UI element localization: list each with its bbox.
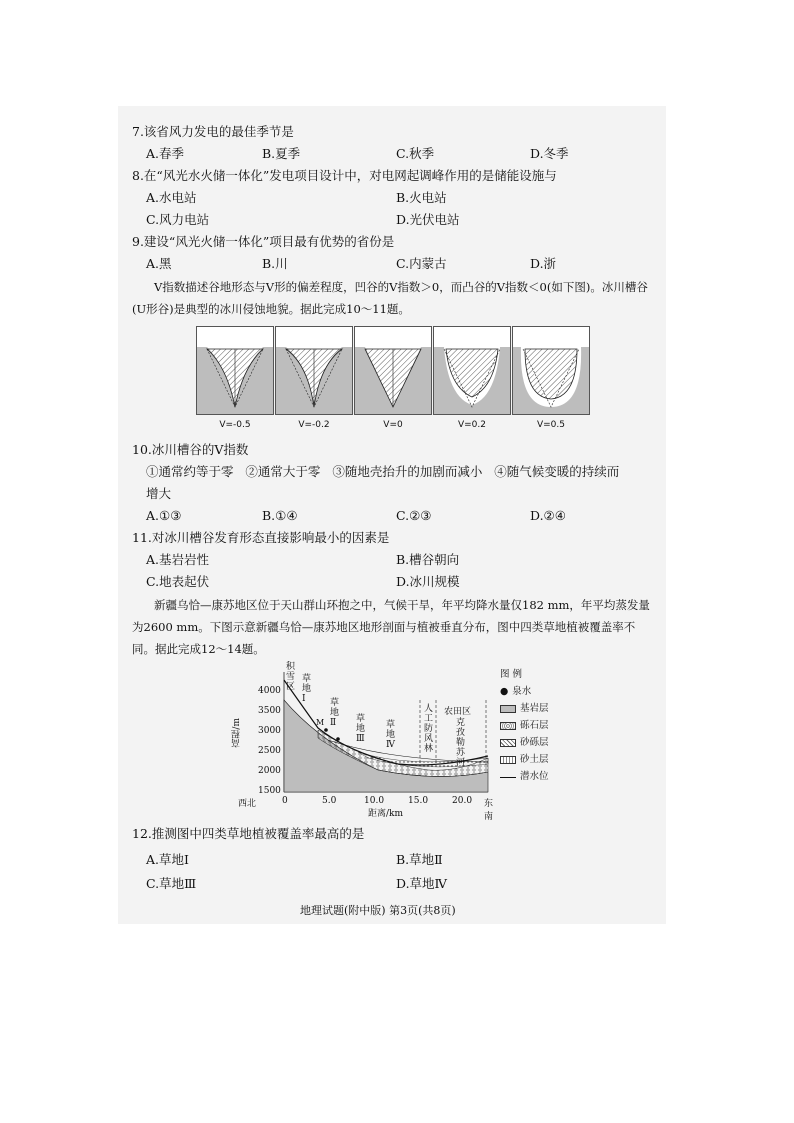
q9-option-c: C.内蒙古: [396, 256, 447, 271]
q8-option-c: C.风力电站: [146, 212, 210, 227]
question-8-stem: 8.在“风光水火储一体化”发电项目设计中，对电网起调峰作用的是储能设施与: [132, 168, 557, 183]
legend-spring: 泉水: [512, 686, 532, 697]
spring-mark-m: M: [316, 718, 325, 727]
watertable-swatch: [500, 777, 516, 778]
q12-option-c: C.草地Ⅲ: [146, 876, 197, 891]
q10-statements: ①通常约等于零 ②通常大于零 ③随地壳抬升的加剧而减小 ④随气候变暖的持续而: [146, 464, 620, 479]
q11-option-c: C.地表起伏: [146, 574, 210, 589]
valley-label-2: V=-0.2: [298, 420, 330, 430]
gravel-swatch: [500, 722, 516, 730]
q11-option-b: B.槽谷朝向: [396, 552, 460, 567]
profile-ytick-2500: 2500: [258, 746, 281, 756]
q8-option-b: B.火电站: [396, 190, 447, 205]
q9-option-d: D.浙: [530, 256, 557, 271]
profile-xtick-10: 10.0: [364, 796, 385, 806]
q9-option-a: A.黑: [146, 256, 172, 271]
valley-figure-5: [512, 326, 590, 415]
valley-figure-1: [196, 326, 274, 415]
profile-xtick-0: 0: [282, 796, 288, 806]
valley-figure-4: [433, 326, 511, 415]
profile-ytick-4000: 4000: [258, 686, 281, 696]
sandsoil-swatch: [500, 756, 516, 764]
passage-wuqia: 新疆乌恰—康苏地区位于天山群山环抱之中，气候干旱，年平均降水量仅182 mm，年平均蒸发量为2600 mm。下图示意新疆乌恰—康苏地区地形剖面与植被垂直分布，图中四类草地植被覆盖率不同。据此完成12～14题。: [132, 598, 650, 656]
legend-sandsoil: 砂土层: [520, 754, 549, 765]
q10-option-b: B.①④: [262, 508, 298, 523]
question-10-stem: 10.冰川槽谷的V指数: [132, 442, 249, 457]
profile-left-direction: 西北: [238, 799, 257, 809]
zone-grass-1: 草地Ⅰ: [302, 674, 312, 704]
q7-option-c: C.秋季: [396, 146, 435, 161]
passage-v-index: V指数描述谷地形态与V形的偏差程度，凹谷的V指数＞0，而凸谷的V指数＜0(如下图)。冰川槽谷(U形谷)是典型的冰川侵蚀地貌。据此完成10～11题。: [132, 280, 648, 316]
legend-gravel: 砾石层: [520, 720, 549, 731]
sandgravel-swatch: [500, 739, 516, 747]
zone-farmland: 农田区: [444, 707, 472, 717]
zone-river: 克孜勒苏河: [456, 718, 466, 768]
legend-watertable: 潜水位: [520, 771, 549, 782]
valley-label-3: V=0: [383, 420, 403, 430]
terrain-profile-diagram: [232, 660, 498, 822]
profile-ylabel: 高程/m: [232, 718, 242, 748]
question-12-stem: 12.推测图中四类草地植被覆盖率最高的是: [132, 826, 365, 841]
profile-xtick-15: 15.0: [408, 796, 429, 806]
q9-option-b: B.川: [262, 256, 288, 271]
q12-option-a: A.草地Ⅰ: [146, 852, 189, 867]
legend-bedrock: 基岩层: [520, 703, 549, 714]
zone-windbreak: 人工防风林: [424, 704, 434, 754]
question-9-stem: 9.建设“风光火储一体化”项目最有优势的省份是: [132, 234, 395, 249]
zone-snow: 积雪区: [286, 662, 296, 692]
q7-option-a: A.春季: [146, 146, 185, 161]
q8-option-a: A.水电站: [146, 190, 197, 205]
question-7-stem: 7.该省风力发电的最佳季节是: [132, 124, 294, 139]
q10-option-a: A.①③: [146, 508, 182, 523]
page-footer: 地理试题(附中版) 第3页(共8页): [300, 904, 456, 917]
q12-option-d: D.草地Ⅳ: [396, 876, 448, 891]
profile-right-direction: 东南: [484, 799, 494, 822]
profile-xlabel: 距离/km: [368, 809, 404, 819]
zone-grass-4: 草地Ⅳ: [386, 720, 396, 750]
profile-ytick-3000: 3000: [258, 726, 281, 736]
spring-icon: ●: [500, 686, 509, 697]
profile-ytick-3500: 3500: [258, 706, 281, 716]
q11-option-a: A.基岩岩性: [146, 552, 210, 567]
q10-option-c: C.②③: [396, 508, 432, 523]
valley-figure-2: [275, 326, 353, 415]
profile-xtick-20: 20.0: [452, 796, 473, 806]
valley-label-1: V=-0.5: [219, 420, 251, 430]
q10-option-d: D.②④: [530, 508, 566, 523]
q7-option-d: D.冬季: [530, 146, 569, 161]
bedrock-swatch: [500, 705, 516, 713]
q8-option-d: D.光伏电站: [396, 212, 460, 227]
profile-legend: [500, 666, 549, 785]
profile-ytick-2000: 2000: [258, 766, 281, 776]
question-11-stem: 11.对冰川槽谷发育形态直接影响最小的因素是: [132, 530, 390, 545]
zone-grass-3: 草地Ⅲ: [356, 714, 366, 744]
valley-label-4: V=0.2: [457, 420, 486, 430]
q11-option-d: D.冰川规模: [396, 574, 460, 589]
valley-figure-3: [354, 326, 432, 415]
valley-label-5: V=0.5: [536, 420, 565, 430]
q12-option-b: B.草地Ⅱ: [396, 852, 443, 867]
legend-title: 图 例: [500, 669, 523, 680]
q7-option-b: B.夏季: [262, 146, 301, 161]
q10-statements-cont: 增大: [146, 486, 172, 501]
legend-sandgravel: 砂砾层: [520, 737, 549, 748]
profile-ytick-1500: 1500: [258, 786, 281, 796]
zone-grass-2: 草地Ⅱ: [330, 698, 340, 728]
profile-xtick-5: 5.0: [322, 796, 337, 806]
